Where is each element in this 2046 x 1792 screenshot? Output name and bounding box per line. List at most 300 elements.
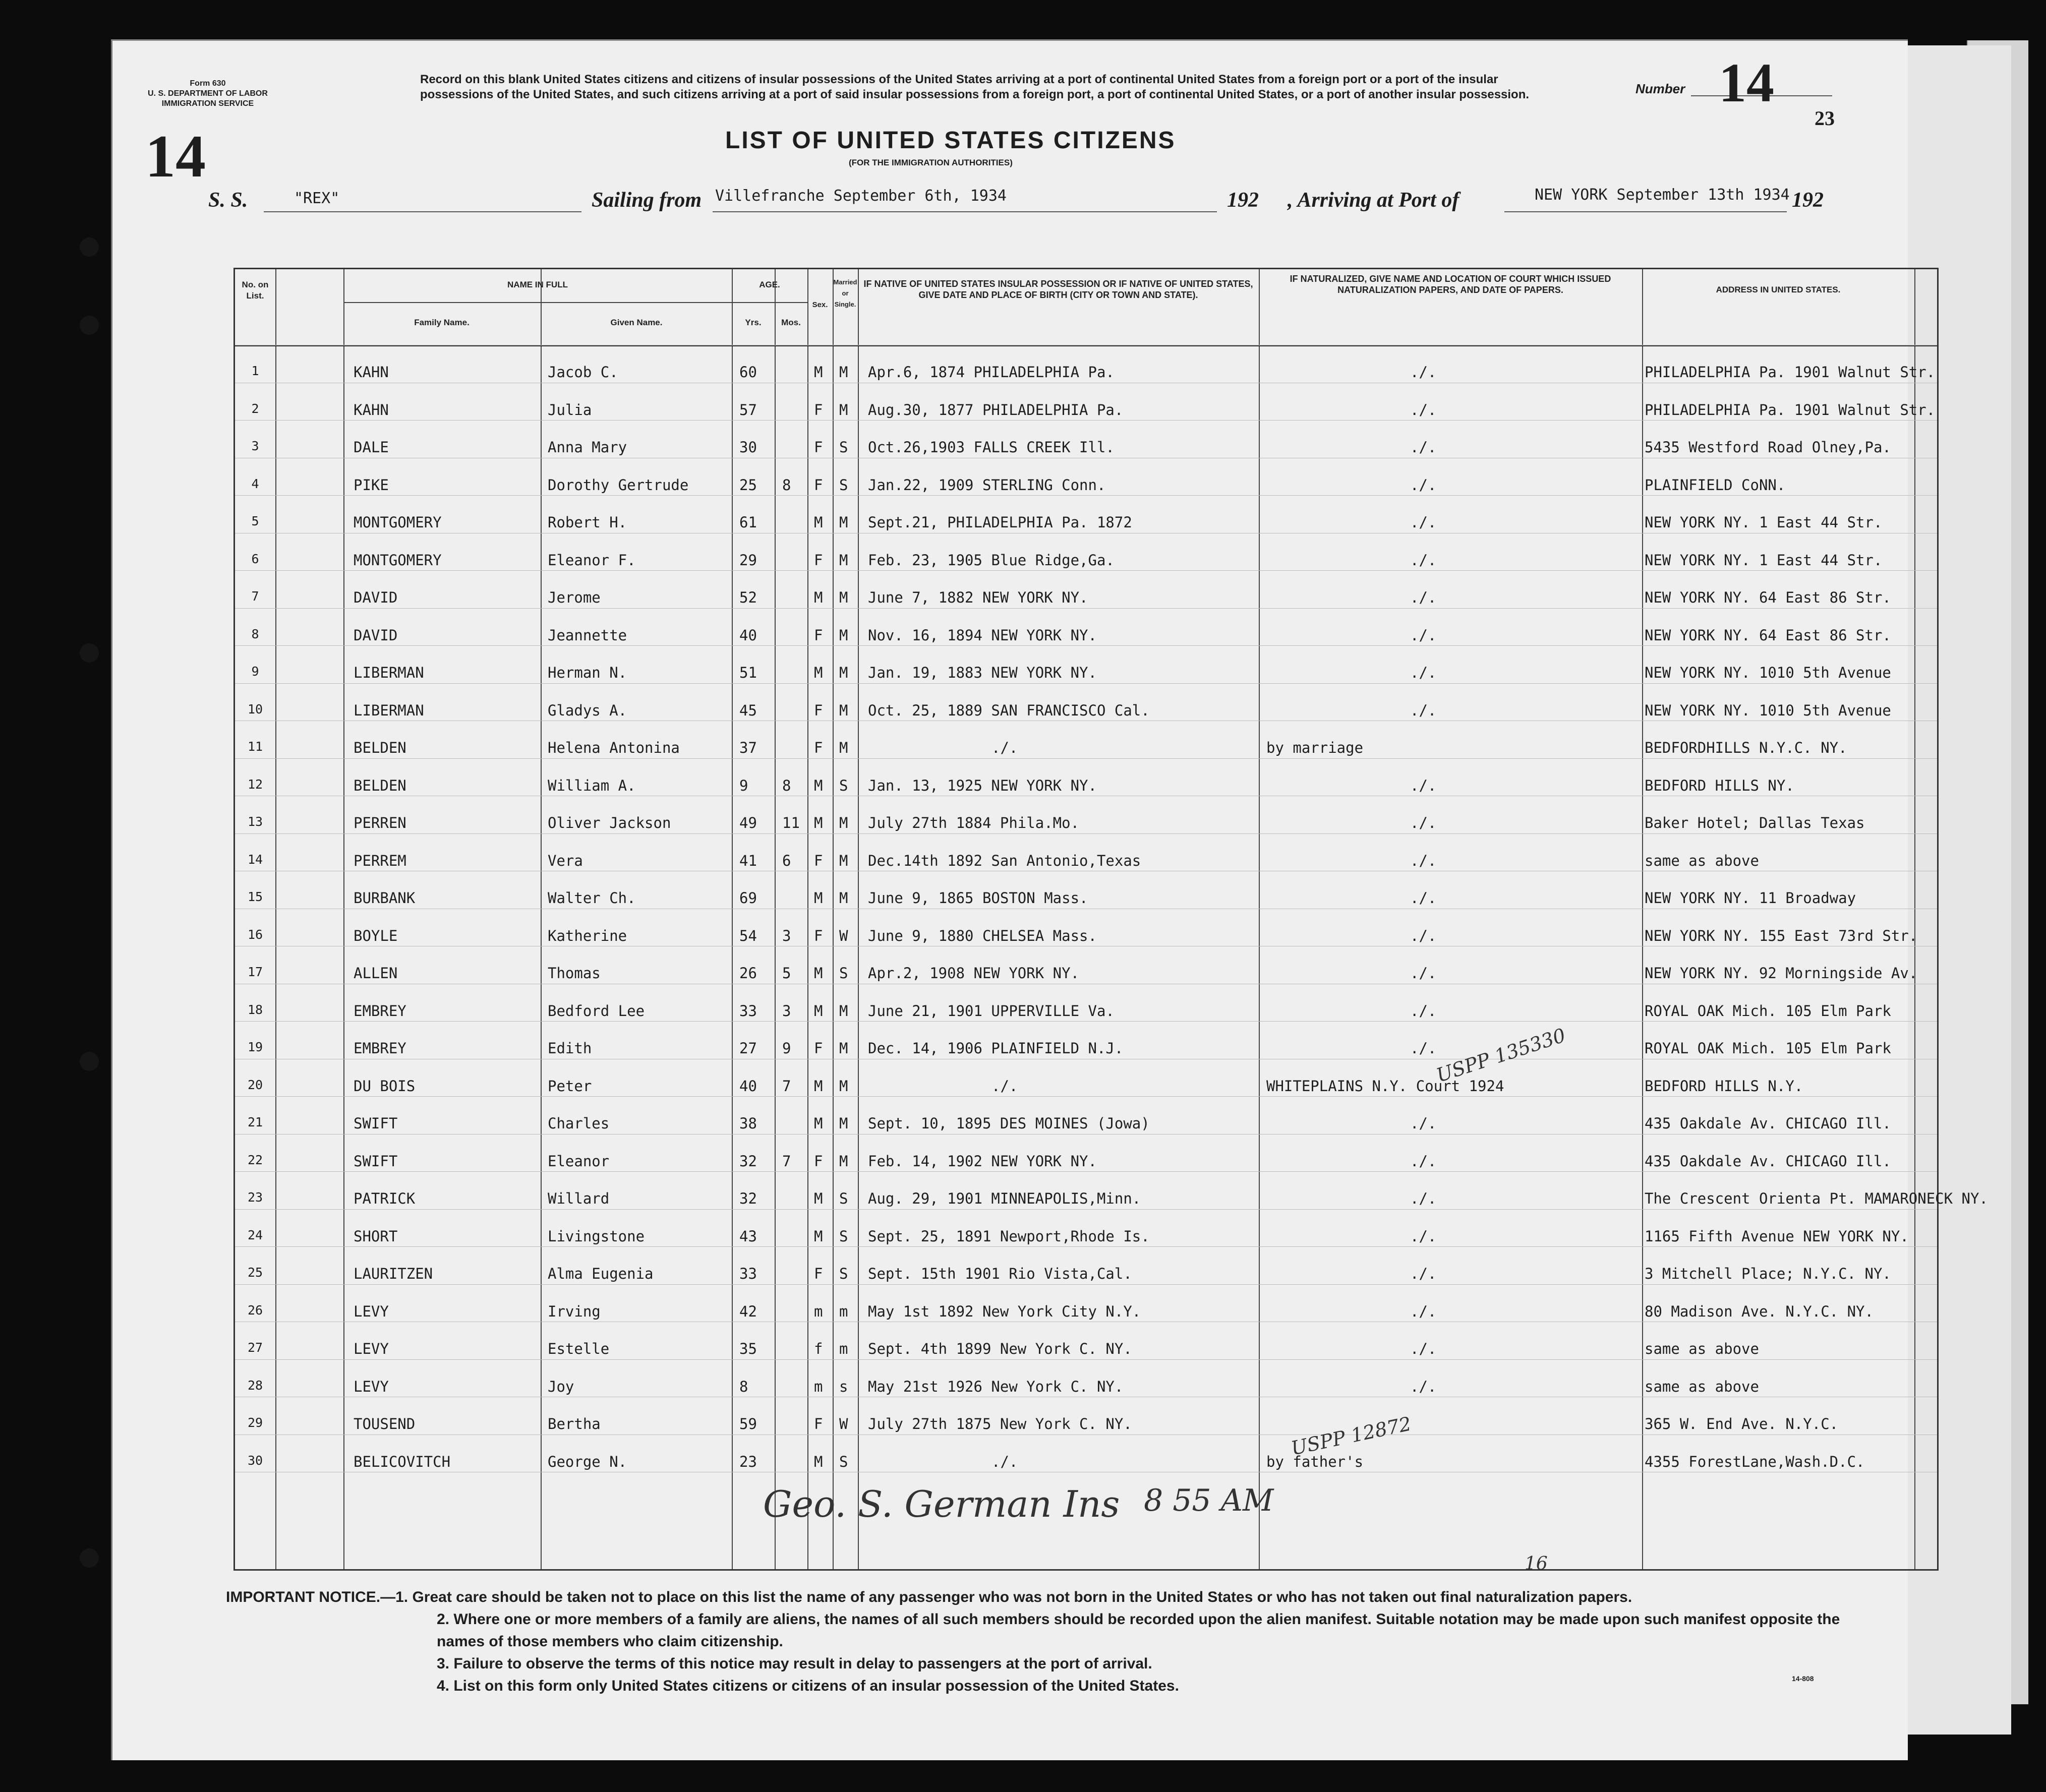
given-name: Peter (548, 1077, 592, 1095)
birth-info: Sept. 4th 1899 New York C. NY. (868, 1340, 1132, 1357)
birth-info: Dec.14th 1892 San Antonio,Texas (868, 852, 1141, 869)
age-months: 11 (782, 814, 800, 831)
address: NEW YORK NY. 1010 5th Avenue (1645, 701, 1891, 719)
form-code: 14-808 (1792, 1675, 1814, 1683)
naturalization-info: ./. (1410, 476, 1437, 494)
birth-info: Aug. 29, 1901 MINNEAPOLIS,Minn. (868, 1190, 1141, 1207)
row-rule (235, 683, 1937, 684)
given-name: Bertha (548, 1415, 601, 1432)
naturalization-info: ./. (1410, 626, 1437, 644)
address: Baker Hotel; Dallas Texas (1645, 814, 1865, 831)
sex: F (814, 701, 823, 719)
notice-heading: IMPORTANT NOTICE. (226, 1589, 381, 1605)
signature-time: 8 55 AM (1144, 1483, 1274, 1518)
marital-status: M (839, 1040, 848, 1057)
address: NEW YORK NY. 1 East 44 Str. (1645, 514, 1883, 531)
table-row (235, 1329, 1937, 1366)
age-years: 54 (739, 927, 757, 944)
table-row (235, 390, 1937, 428)
naturalization-info: ./. (1410, 965, 1437, 982)
sex: F (814, 1265, 823, 1282)
age-years: 42 (739, 1302, 757, 1320)
table-row (235, 352, 1937, 390)
address: ROYAL OAK Mich. 105 Elm Park (1645, 1002, 1891, 1020)
given-name: Thomas (548, 965, 601, 982)
row-rule (235, 495, 1937, 496)
sex: M (814, 814, 823, 831)
naturalization-info: by marriage (1266, 739, 1364, 756)
given-name: Irving (548, 1302, 601, 1320)
col-birth: IF NATIVE OF UNITED STATES INSULAR POSSESSION OR IF NATIVE OF UNITED STATES, GIVE DATE AND PLACE OF BIRTH (CITY OR TOWN AND STATE). (863, 279, 1253, 300)
row-rule (235, 1096, 1937, 1097)
sex: M (814, 664, 823, 681)
birth-info: July 27th 1884 Phila.Mo. (868, 814, 1080, 831)
sex: M (814, 589, 823, 606)
table-row (235, 1029, 1937, 1066)
given-name: Alma Eugenia (548, 1265, 654, 1282)
address: NEW YORK NY. 92 Morningside Av. (1645, 965, 1918, 982)
marital-status: M (839, 1152, 848, 1170)
age-years: 43 (739, 1227, 757, 1245)
age-months: 5 (782, 965, 791, 982)
year-stub-2: 192 (1792, 189, 1824, 212)
sex: M (814, 889, 823, 907)
family-name: LAURITZEN (354, 1265, 433, 1282)
marital-status: M (839, 401, 848, 419)
given-name: Gladys A. (548, 701, 627, 719)
notice-item-2: 2. Where one or more members of a family are aliens, the names of all such members should be recorded upon the alien manifest. Suitable notation may be made upon such manifest opposite the names of those members who claim citizenship. (437, 1611, 1840, 1650)
table-row (235, 1142, 1937, 1179)
given-name: Jerome (548, 589, 601, 606)
naturalization-info: ./. (1410, 1302, 1437, 1320)
age-years: 9 (739, 776, 748, 794)
family-name: LEVY (354, 1302, 389, 1320)
address: 365 W. End Ave. N.Y.C. (1645, 1415, 1839, 1432)
sex: M (814, 965, 823, 982)
family-name: TOUSEND (354, 1415, 416, 1432)
no: 6 (251, 551, 259, 566)
given-name: Edith (548, 1040, 592, 1057)
marital-status: S (839, 1265, 848, 1282)
corner-number: 23 (1815, 107, 1835, 130)
family-name: PATRICK (354, 1190, 416, 1207)
ship-name: "REX" (294, 190, 340, 207)
notice-item-4: 4. List on this form only United States citizens or citizens of an insular possession of the United States. (437, 1678, 1179, 1694)
age-years: 45 (739, 701, 757, 719)
naturalization-info: ./. (1410, 664, 1437, 681)
table-row (235, 1404, 1937, 1442)
list-number: 14 (1719, 52, 1774, 113)
sex: F (814, 739, 823, 756)
table-row (235, 991, 1937, 1029)
age-years: 33 (739, 1265, 757, 1282)
naturalization-info: by father's (1266, 1453, 1364, 1470)
binder-hole (80, 316, 99, 335)
no: 26 (247, 1302, 263, 1318)
given-name: Livingstone (548, 1227, 645, 1245)
marital-status: M (839, 814, 848, 831)
col-name-in-full: NAME IN FULL (507, 280, 568, 289)
given-name: Oliver Jackson (548, 814, 671, 831)
naturalization-info: ./. (1410, 439, 1437, 456)
given-name: George N. (548, 1453, 627, 1470)
family-name: EMBREY (354, 1040, 406, 1057)
birth-info: Sept.21, PHILADELPHIA Pa. 1872 (868, 514, 1132, 531)
marital-status: S (839, 965, 848, 982)
row-rule (235, 608, 1937, 609)
address: NEW YORK NY. 64 East 86 Str. (1645, 626, 1891, 644)
address: BEDFORDHILLS N.Y.C. NY. (1645, 739, 1847, 756)
marital-status: M (839, 701, 848, 719)
binder-hole (80, 643, 99, 663)
no: 21 (247, 1115, 263, 1129)
row20-note: USPP 135330 (1433, 1024, 1568, 1087)
manifest-sheet (111, 39, 1988, 1760)
birth-info: May 21st 1926 New York C. NY. (868, 1378, 1124, 1395)
marital-status: M (839, 364, 848, 381)
marital-status: S (839, 1453, 848, 1470)
birth-info: June 7, 1882 NEW YORK NY. (868, 589, 1088, 606)
given-name: Charles (548, 1115, 610, 1132)
sex: F (814, 852, 823, 869)
naturalization-info: ./. (1410, 1152, 1437, 1170)
birth-info: July 27th 1875 New York C. NY. (868, 1415, 1132, 1432)
birth-info: Feb. 14, 1902 NEW YORK NY. (868, 1152, 1097, 1170)
no: 5 (251, 514, 259, 528)
given-name: Jeannette (548, 626, 627, 644)
col-age: AGE. (759, 280, 780, 289)
no: 16 (247, 927, 263, 942)
age-years: 59 (739, 1415, 757, 1432)
officer-signature: Geo. S. German Ins (763, 1483, 1120, 1525)
row-rule (235, 758, 1937, 759)
family-name: DU BOIS (354, 1077, 416, 1095)
table-row (235, 1066, 1937, 1104)
page-title: LIST OF UNITED STATES CITIZENS (725, 127, 1176, 154)
table-row (235, 1217, 1937, 1254)
sex: M (814, 364, 823, 381)
family-name: BELDEN (354, 776, 406, 794)
birth-info: Sept. 10, 1895 DES MOINES (Jowa) (868, 1115, 1150, 1132)
given-name: Willard (548, 1190, 610, 1207)
table-row (235, 578, 1937, 615)
table-row (235, 1292, 1937, 1329)
birth-info: Dec. 14, 1906 PLAINFIELD N.J. (868, 1040, 1124, 1057)
table-row (235, 465, 1937, 503)
intro-text: Record on this blank United States citizens and citizens of insular possessions of the United States arriving at a port of continental United States from a foreign port or a port of the insular possessions of the United States, and such citizens arriving at a port of said insular possessions from a foreign port, a port of continental United States, or a port of another insular possession. (420, 73, 1530, 101)
age-years: 26 (739, 965, 757, 982)
age-years: 41 (739, 852, 757, 869)
sex: F (814, 476, 823, 494)
naturalization-info: ./. (1410, 1115, 1437, 1132)
notice-item-1: 1. Great care should be taken not to place on this list the name of any passenger who was not born in the United States or who has not taken out final naturalization papers. (395, 1589, 1632, 1605)
table-row (235, 766, 1937, 803)
page-mark: 14 (145, 123, 206, 190)
year-stub-1: 192 (1227, 189, 1259, 212)
family-name: BELICOVITCH (354, 1453, 451, 1470)
sex: M (814, 1115, 823, 1132)
no: 7 (251, 589, 259, 604)
given-name: Eleanor (548, 1152, 610, 1170)
col-mos: Mos. (781, 318, 801, 327)
row-rule (235, 1171, 1937, 1172)
sex: F (814, 1040, 823, 1057)
table-row (235, 1104, 1937, 1141)
address: NEW YORK NY. 1010 5th Avenue (1645, 664, 1891, 681)
marital-status: M (839, 626, 848, 644)
family-name: MONTGOMERY (354, 514, 442, 531)
age-years: 61 (739, 514, 757, 531)
family-name: SHORT (354, 1227, 398, 1245)
sailing-underline (713, 211, 1217, 212)
given-name: Helena Antonina (548, 739, 680, 756)
birth-info: Sept. 15th 1901 Rio Vista,Cal. (868, 1265, 1132, 1282)
binder-hole (80, 237, 99, 257)
sex: M (814, 1002, 823, 1020)
col-married-or-single: Married or Single. (833, 278, 857, 308)
address: NEW YORK NY. 155 East 73rd Str. (1645, 927, 1918, 944)
address: 3 Mitchell Place; N.Y.C. NY. (1645, 1265, 1891, 1282)
table-row (235, 503, 1937, 540)
no: 1 (251, 364, 259, 378)
no: 14 (247, 852, 263, 867)
marital-status: m (839, 1340, 848, 1357)
birth-info: June 9, 1865 BOSTON Mass. (868, 889, 1088, 907)
family-name: PERREM (354, 852, 406, 869)
row-rule (235, 1359, 1937, 1360)
marital-status: S (839, 1190, 848, 1207)
naturalization-info: ./. (1410, 701, 1437, 719)
address: same as above (1645, 852, 1759, 869)
sex: F (814, 401, 823, 419)
no: 30 (247, 1453, 263, 1468)
family-name: MONTGOMERY (354, 551, 442, 569)
service-name: IMMIGRATION SERVICE (161, 99, 254, 108)
address: NEW YORK NY. 1 East 44 Str. (1645, 551, 1883, 569)
given-name: Estelle (548, 1340, 610, 1357)
no: 11 (247, 739, 263, 754)
no: 2 (251, 401, 259, 416)
given-name: William A. (548, 776, 636, 794)
sex: F (814, 927, 823, 944)
age-months: 8 (782, 776, 791, 794)
birth-info: Apr.6, 1874 PHILADELPHIA Pa. (868, 364, 1115, 381)
age-years: 8 (739, 1378, 748, 1395)
no: 20 (247, 1077, 263, 1092)
marital-status: S (839, 476, 848, 494)
table-row (235, 841, 1937, 878)
page-number: 16 (1525, 1554, 1548, 1574)
birth-info: Oct.26,1903 FALLS CREEK Ill. (868, 439, 1115, 456)
birth-info: ./. (991, 1453, 1018, 1470)
table-row (235, 541, 1937, 578)
arriving-port-value: NEW YORK September 13th 1934 (1535, 186, 1790, 204)
important-notice (226, 1586, 1890, 1697)
col-family-name: Family Name. (414, 318, 470, 327)
no: 28 (247, 1378, 263, 1393)
age-years: 69 (739, 889, 757, 907)
marital-status: W (839, 927, 848, 944)
row-rule (235, 420, 1937, 421)
family-name: EMBREY (354, 1002, 406, 1020)
address: 435 Oakdale Av. CHICAGO Ill. (1645, 1152, 1891, 1170)
birth-info: Feb. 23, 1905 Blue Ridge,Ga. (868, 551, 1115, 569)
naturalization-info: ./. (1410, 776, 1437, 794)
sex: M (814, 514, 823, 531)
table-row (235, 691, 1937, 728)
given-name: Robert H. (548, 514, 627, 531)
age-years: 40 (739, 1077, 757, 1095)
table-row (235, 728, 1937, 765)
age-years: 29 (739, 551, 757, 569)
given-name: Bedford Lee (548, 1002, 645, 1020)
given-name: Joy (548, 1378, 574, 1395)
table-row (235, 616, 1937, 653)
age-years: 51 (739, 664, 757, 681)
family-name: LEVY (354, 1340, 389, 1357)
age-months: 3 (782, 1002, 791, 1020)
address: same as above (1645, 1340, 1759, 1357)
table-row (235, 1442, 1937, 1479)
birth-info: ./. (991, 1077, 1018, 1095)
marital-status: M (839, 551, 848, 569)
sex: F (814, 1152, 823, 1170)
notice-dash: — (380, 1589, 396, 1605)
family-name: BOYLE (354, 927, 398, 944)
address: PHILADELPHIA Pa. 1901 Walnut Str. (1645, 364, 1936, 381)
no: 24 (247, 1227, 263, 1242)
age-months: 7 (782, 1152, 791, 1170)
naturalization-info: ./. (1410, 551, 1437, 569)
table-row (235, 916, 1937, 953)
naturalization-info: ./. (1410, 589, 1437, 606)
marital-status: M (839, 739, 848, 756)
birth-info: Apr.2, 1908 NEW YORK NY. (868, 965, 1080, 982)
address: 4355 ForestLane,Wash.D.C. (1645, 1453, 1865, 1470)
no: 25 (247, 1265, 263, 1280)
no: 19 (247, 1040, 263, 1054)
row-rule (235, 570, 1937, 571)
given-name: Vera (548, 852, 583, 869)
age-years: 52 (739, 589, 757, 606)
age-years: 40 (739, 626, 757, 644)
arriving-label: , Arriving at Port of (1288, 189, 1459, 212)
arriving-underline (1504, 211, 1787, 212)
age-years: 49 (739, 814, 757, 831)
given-name: Dorothy Gertrude (548, 476, 689, 494)
marital-status: M (839, 1002, 848, 1020)
binder-hole (80, 1052, 99, 1071)
row-rule (235, 1284, 1937, 1285)
birth-info: June 21, 1901 UPPERVILLE Va. (868, 1002, 1115, 1020)
department-name: U. S. DEPARTMENT OF LABOR (148, 89, 268, 98)
no: 12 (247, 776, 263, 792)
row30-note: USPP 12872 (1289, 1412, 1414, 1460)
birth-info: Jan. 13, 1925 NEW YORK NY. (868, 776, 1097, 794)
sex: M (814, 776, 823, 794)
naturalization-info: ./. (1410, 1378, 1437, 1395)
sex: F (814, 626, 823, 644)
address: 1165 Fifth Avenue NEW YORK NY. (1645, 1227, 1909, 1245)
family-name: LEVY (354, 1378, 389, 1395)
birth-info: ./. (991, 739, 1018, 756)
address: BEDFORD HILLS NY. (1645, 776, 1794, 794)
no: 3 (251, 439, 259, 453)
given-name: Katherine (548, 927, 627, 944)
marital-status: S (839, 439, 848, 456)
sex: m (814, 1378, 823, 1395)
row-rule (235, 1209, 1937, 1210)
no: 8 (251, 626, 259, 641)
age-years: 38 (739, 1115, 757, 1132)
birth-info: Nov. 16, 1894 NEW YORK NY. (868, 626, 1097, 644)
ss-label: S. S. (208, 189, 248, 212)
naturalization-info: ./. (1410, 1265, 1437, 1282)
naturalization-info: ./. (1410, 814, 1437, 831)
marital-status: m (839, 1302, 848, 1320)
no: 4 (251, 476, 259, 491)
binder-hole (80, 1548, 99, 1568)
age-years: 35 (739, 1340, 757, 1357)
age-months: 6 (782, 852, 791, 869)
naturalization-info: ./. (1410, 364, 1437, 381)
marital-status: M (839, 852, 848, 869)
sex: F (814, 439, 823, 456)
age-years: 57 (739, 401, 757, 419)
age-years: 33 (739, 1002, 757, 1020)
passenger-table (233, 268, 1988, 1571)
address: same as above (1645, 1378, 1759, 1395)
family-name: ALLEN (354, 965, 398, 982)
family-name: SWIFT (354, 1152, 398, 1170)
row-rule (235, 1246, 1937, 1247)
marital-status: W (839, 1415, 848, 1432)
age-years: 32 (739, 1152, 757, 1170)
address: The Crescent Orienta Pt. MAMARONECK NY. (1645, 1190, 1988, 1207)
naturalization-info: ./. (1410, 1002, 1437, 1020)
table-row (235, 803, 1937, 841)
sailing-from-label: Sailing from (592, 189, 702, 212)
marital-status: M (839, 889, 848, 907)
birth-info: Sept. 25, 1891 Newport,Rhode Is. (868, 1227, 1150, 1245)
col-no-on-list: No. on List. (242, 280, 269, 301)
birth-info: June 9, 1880 CHELSEA Mass. (868, 927, 1097, 944)
given-name: Julia (548, 401, 592, 419)
family-name: KAHN (354, 364, 389, 381)
naturalization-info: ./. (1410, 514, 1437, 531)
birth-info: May 1st 1892 New York City N.Y. (868, 1302, 1141, 1320)
no: 13 (247, 814, 263, 829)
family-name: BURBANK (354, 889, 416, 907)
address: PHILADELPHIA Pa. 1901 Walnut Str. (1645, 401, 1936, 419)
family-name: DALE (354, 439, 389, 456)
number-label: Number (1635, 81, 1685, 96)
marital-status: s (839, 1378, 848, 1395)
no: 15 (247, 889, 263, 904)
no: 18 (247, 1002, 263, 1017)
marital-status: S (839, 1227, 848, 1245)
naturalization-info: ./. (1410, 1227, 1437, 1245)
age-months: 7 (782, 1077, 791, 1095)
age-months: 9 (782, 1040, 791, 1057)
table-row (235, 878, 1937, 916)
age-months: 3 (782, 927, 791, 944)
sex: F (814, 1415, 823, 1432)
table-row (235, 428, 1937, 465)
sex: F (814, 551, 823, 569)
age-years: 25 (739, 476, 757, 494)
form-identifier (148, 79, 268, 109)
